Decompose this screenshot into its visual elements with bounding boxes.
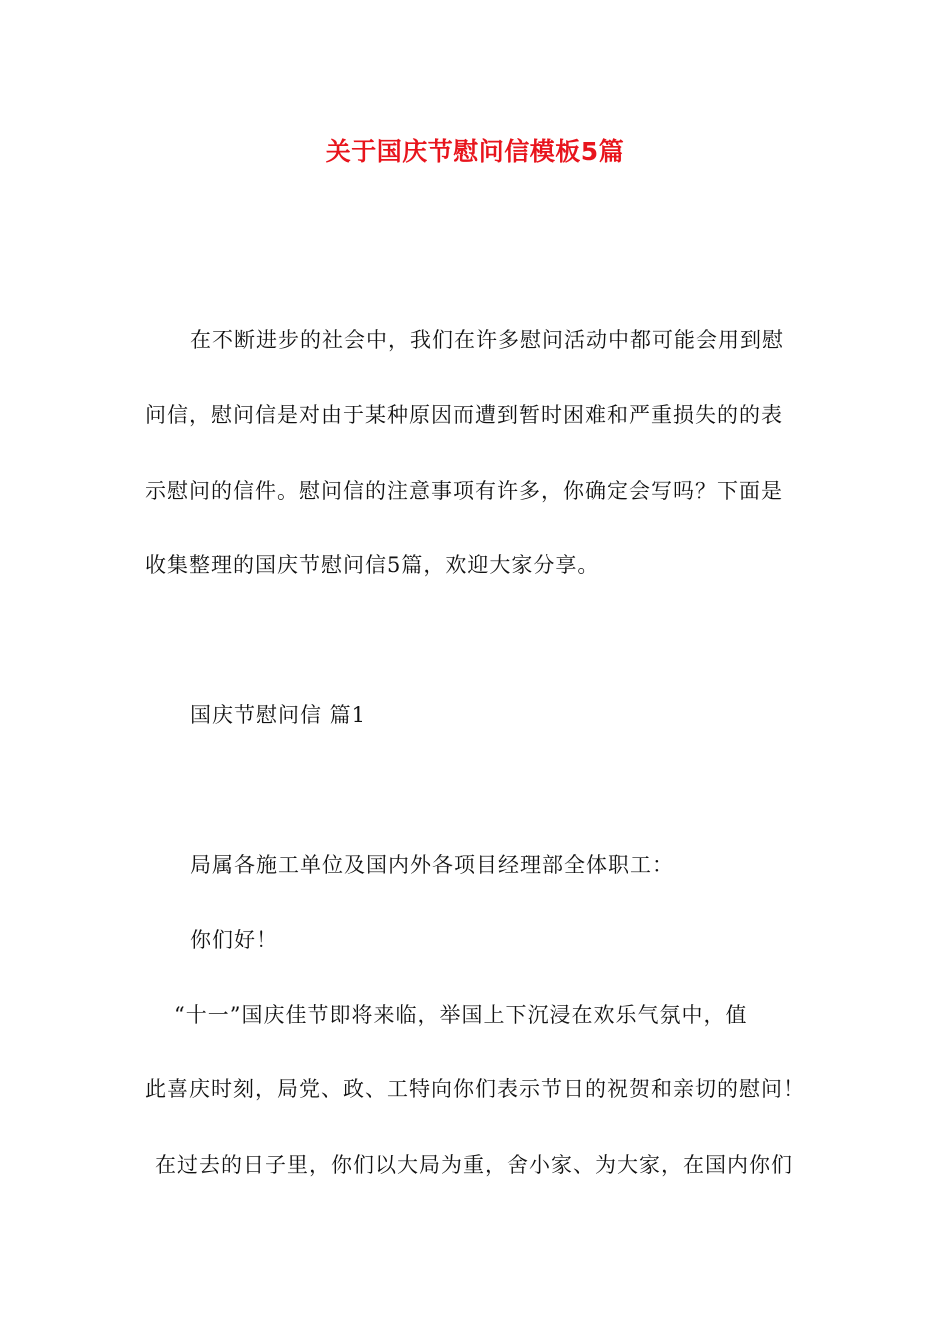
- salutation: 局属各施工单位及国内外各项目经理部全体职工：: [190, 853, 674, 877]
- document-title: 关于国庆节慰问信模板5篇: [325, 137, 625, 166]
- intro-line: 问信，慰问信是对由于某种原因而遭到暂时困难和严重损失的的表: [145, 403, 783, 427]
- body-line: 在过去的日子里，你们以大局为重，舍小家、为大家，在国内你们: [155, 1153, 793, 1177]
- intro-line: 在不断进步的社会中，我们在许多慰问活动中都可能会用到慰: [190, 328, 784, 352]
- section-heading: 国庆节慰问信 篇1: [190, 703, 367, 727]
- intro-line: 收集整理的国庆节慰问信5篇，欢迎大家分享。: [145, 553, 600, 577]
- greeting: 你们好！: [190, 928, 278, 952]
- intro-line: 示慰问的信件。慰问信的注意事项有许多，你确定会写吗？下面是: [145, 479, 783, 503]
- body-line: “十一”国庆佳节即将来临，举国上下沉浸在欢乐气氛中，值: [174, 1003, 748, 1027]
- body-line: 此喜庆时刻，局党、政、工特向你们表示节日的祝贺和亲切的慰问！: [145, 1077, 805, 1101]
